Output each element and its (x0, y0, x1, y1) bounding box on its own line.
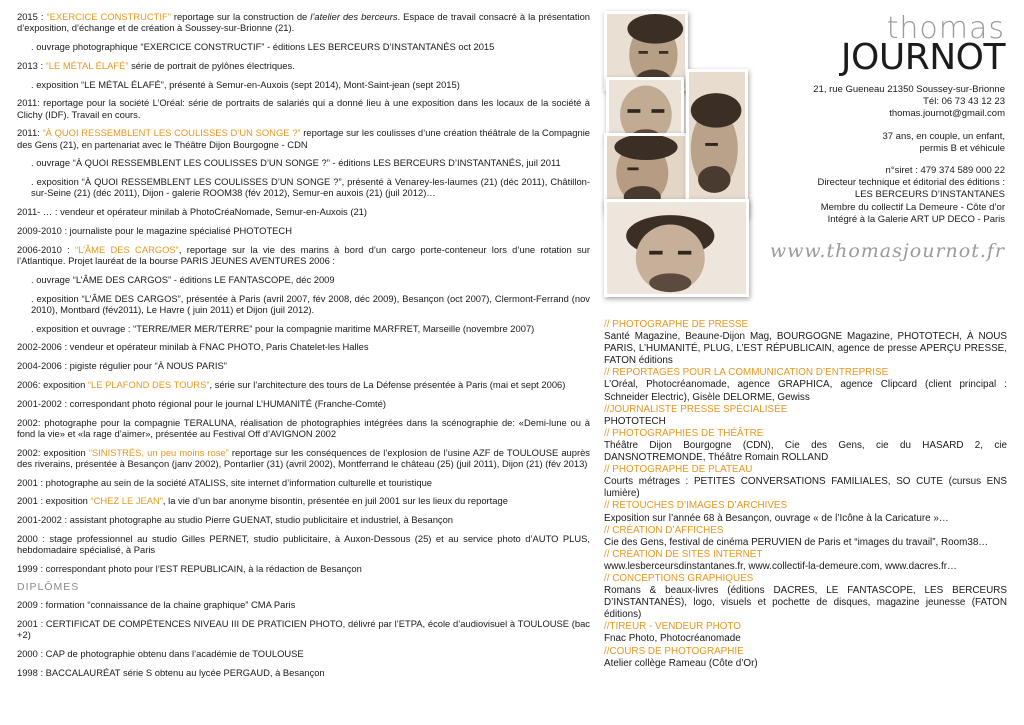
skill-category: //JOURNALISTE PRESSE SPÉCIALISÉE (604, 403, 788, 415)
experience-entry: 1999 : correspondant photo pour l’EST REPUBLICAIN, à la rédaction de Besançon (17, 562, 362, 574)
diploma-entry: 2009 : formation “connaissance de la chaine graphique” CMA Paris (17, 598, 296, 610)
experience-entry: 2002-2006 : vendeur et opérateur minilab à FNAC PHOTO, Paris Chatelet-les Halles (17, 341, 369, 353)
diploma-entry: 1998 : BACCALAURÉAT série S obtenu au lycée PERGAUD, à Besançon (17, 666, 325, 678)
skill-category: //TIREUR - VENDEUR PHOTO (604, 621, 741, 633)
skill-description: www.lesberceursdinstantanes.fr, www.collectif-la-demeure.com, www.dacres.fr… (604, 560, 957, 572)
role-line: Membre du collectif La Demeure - Côte d’or (820, 201, 1005, 213)
experience-entry: 2013 : “LE MÉTAL ÉLAFÉ” série de portrait de pylônes électriques. (17, 59, 295, 71)
skill-category: // PHOTOGRAPHE DE PRESSE (604, 319, 749, 330)
experience-entry: 2001-2002 : correspondant photo régional pour le journal L’HUMANITÉ (Franche-Comté) (17, 397, 386, 409)
website-link[interactable]: www.thomasjournot.fr (769, 240, 1005, 262)
experience-entry: 2002: photographe pour la compagnie TERALUNA, réalisation de photographies intégrées dans la scénographie de: «Demi-lune ou à fond la vie» et «la rage d’aimer», présentée au Festival Off d’AVIGNON 2002 (17, 416, 590, 439)
first-name: thomas (886, 11, 1005, 46)
skill-category: // CRÉATION D’AFFICHES (604, 524, 724, 536)
experience-entry: 2011: reportage pour la société L’Oréal: série de portraits de salariés qui a donné lieu à une exposition dans les locaux de la société à Clichy (IDF). Travail en cours. (17, 97, 590, 120)
skill-category: //COURS DE PHOTOGRAPHIE (604, 645, 744, 657)
experience-entry: . ouvrage photographique “EXERCICE CONSTRUCTIF” - éditions LES BERCEURS D’INSTANTANÉS oct 2015 (31, 41, 495, 52)
skill-description: PHOTOTECH (604, 415, 666, 427)
diploma-entry: 2001 : CERTIFICAT DE COMPÉTENCES NIVEAU III DE PRATICIEN PHOTO, délivré par l’ETPA, école d’audiovisuel à TOULOUSE (bac +2) (17, 617, 590, 640)
skill-category: // REPORTAGES POUR LA COMMUNICATION D’ENTREPRISE (604, 367, 889, 379)
personal-info: permis B et véhicule (919, 142, 1005, 154)
phone: Tél: 06 73 43 12 23 (923, 96, 1005, 108)
address: 21, rue Gueneau 21350 Soussey-sur-Brionne (813, 84, 1005, 95)
last-name: JOURNOT (840, 37, 1005, 78)
skill-category: // CRÉATION DE SITES INTERNET (604, 548, 763, 560)
experience-entry: . ouvrage “L’ÂME DES CARGOS” - éditions LE FANTASCOPE, déc 2009 (31, 273, 335, 285)
role-line: Intégré à la Galerie ART UP DECO - Paris (827, 213, 1005, 225)
siret: n°siret : 479 374 589 000 22 (885, 165, 1005, 177)
skill-category: // PHOTOGRAPHIES DE THÉÂTRE (604, 427, 764, 439)
skill-description: Fnac Photo, Photocréanomade (604, 633, 741, 645)
skill-description: Atelier collège Rameau (Côte d’Or) (604, 657, 758, 669)
contact-block (745, 84, 1005, 226)
experience-entry: . exposition et ouvrage : “TERRE/MER MER/TERRE” pour la compagnie maritime MARFRET, Marseille (novembre 2007) (31, 322, 535, 334)
experience-entry: . exposition “LE MÉTAL ÉLAFÉ”, présenté à Semur-en-Auxois (sept 2014), Mont-Saint-jean (sept 2015) (31, 78, 460, 90)
personal-info: 37 ans, en couple, un enfant, (882, 130, 1005, 142)
experience-entry: 2002: exposition “SINISTRÉS, un peu moins rose” reportage sur les conséquences de l’explosion de l’usine AZF de TOULOUSE auprès des riverains, présentée à Besançon (janv 2002), Pontarlier (31) (avril 2002), Montferrand le château (25) (juil 2011), Dijon (21) (fév 2013) (17, 446, 590, 469)
experience-column (17, 11, 590, 685)
portrait-photo (604, 199, 749, 297)
experience-entry: . ouvrage “À QUOI RESSEMBLENT LES COULISSES D’UN SONGE ?” - éditions LES BERCEURS D’INSTANTANÉS, juil 2011 (31, 157, 561, 169)
experience-entry: 2000 : stage professionnel au studio Gilles PERNET, studio publicitaire, à Auxon-Dessous (25) et au service photo d’AUTO PLUS, hebdomadaire spécialisé, à Paris (17, 532, 590, 556)
experience-entry: 2001 : photographe au sein de la société ATALISS, site internet d’information culturelle et touristique (17, 476, 433, 488)
skill-category: // PHOTOGRAPHE DE PLATEAU (604, 464, 753, 476)
skill-description: Cie des Gens, festival de cinéma PERUVIEN de Paris et “images du travail”, Room38… (604, 536, 989, 548)
skill-description: Courts métrages : PETITES CONVERSATIONS FAMILIALES, SO CUTE (cursus ENS lumière) (604, 476, 1007, 500)
experience-entry: 2009-2010 : journaliste pour le magazine spécialisé PHOTOTECH (17, 224, 292, 236)
skill-description: Exposition sur l’année 68 à Besançon, ouvrage « de l’Icône à la Caricature »… (604, 512, 949, 524)
diplomas-heading: DIPLÔMES (17, 580, 80, 593)
diploma-entry: 2000 : CAP de photographie obtenu dans l’académie de TOULOUSE (17, 647, 304, 659)
role-line: LES BERCEURS D’INSTANTANES (854, 189, 1005, 201)
experience-entry: 2001 : exposition “CHEZ LE JEAN”, la vie d’un bar anonyme bisontin, présentée en juil 2001 sur les lieux du reportage (17, 495, 508, 507)
skill-description: Santé Magazine, Beaune-Dijon Mag, BOURGOGNE Magazine, PHOTOTECH, À NOUS PARIS, L’HUMANITÉ, PLUG, L’EST RÉPUBLICAIN, agence de presse APERÇU PRESSE, FATON éditions (604, 331, 1007, 367)
experience-entry: . exposition “L’ÂME DES CARGOS”, présentée à Paris (avril 2007, fév 2008, déc 2009), Besançon (oct 2007), Clermont-Ferrand (nov 2010), Montbard (fév2011), Le Havre ( juin 2011) et Dijon (juil 2012). (31, 292, 590, 315)
portrait-photo (686, 69, 748, 217)
experience-entry: 2006: exposition “LE PLAFOND DES TOURS”, série sur l’architecture des tours de La Défense présentée à Paris (mai et sept 2006) (17, 378, 566, 390)
experience-entry: . exposition “À QUOI RESSEMBLENT LES COULISSES D’UN SONGE ?”, présenté à Venarey-les-laumes (21) (déc 2011), Châtillon-sur-Seine (21) (déc 2011), Dijon - galerie ROOM38 (fév 2012), Semur-en auxois (21) (juil 2012)… (31, 176, 590, 199)
experience-entry: 2001-2002 : assistant photographe au studio Pierre GUENAT, studio publicitaire et industriel, à Besançon (17, 514, 454, 526)
skill-description: Romans & beaux-livres (éditions DACRES, LE FANTASCOPE, LES BERCEURS D’INSTANTANÉS), logo, visuels et pochette de disques, magazine jeunesse (FATON éditions) (604, 585, 1007, 621)
experience-entry: 2011: “À QUOI RESSEMBLENT LES COULISSES D’UN SONGE ?” reportage sur les coulisses d’une création théâtrale de la Compagnie des Gens (21), en partenariat avec le Théâtre Dijon Bourgogne - CDN (17, 127, 590, 150)
skill-description: L’Oréal, Photocréanomade, agence GRAPHICA, agence Clipcard (client principal : Schneider Electric), Gisèle DELORME, Gewiss (604, 379, 1007, 403)
skills-column (604, 319, 1007, 670)
portrait-photo-stack (604, 11, 749, 297)
experience-entry: 2004-2006 : pigiste régulier pour “À NOUS PARIS” (17, 360, 227, 372)
experience-entry: 2015 : “EXERCICE CONSTRUCTIF” reportage sur la construction de l’atelier des berceurs. Espace de travail consacré à la présentation d’exposition, d’échange et de création à Soussey-sur-Brionne (21). (17, 11, 590, 34)
skill-description: Théâtre Dijon Bourgogne (CDN), Cie des Gens, cie du HASARD 2, cie DANSNOTREMONDE, Théâtre Romain ROLLAND (604, 439, 1007, 464)
email[interactable]: thomas.journot@gmail.com (889, 108, 1005, 120)
skill-category: // CONCEPTIONS GRAPHIQUES (604, 572, 754, 584)
experience-entry: 2011- … : vendeur et opérateur minilab à PhotoCréaNomade, Semur-en-Auxois (21) (17, 206, 368, 218)
skill-category: // RETOUCHES D’IMAGES D’ARCHIVES (604, 500, 788, 512)
experience-entry: 2006-2010 : “L’ÂME DES CARGOS”, reportage sur la vie des marins à bord d’un cargo porte-conteneur lors d’une rotation sur l’Atlantique. Projet lauréat de la bourse PARIS JEUNES AVENTURES 2006 : (17, 243, 590, 266)
role-line: Directeur technique et éditorial des éditions : (817, 177, 1005, 189)
